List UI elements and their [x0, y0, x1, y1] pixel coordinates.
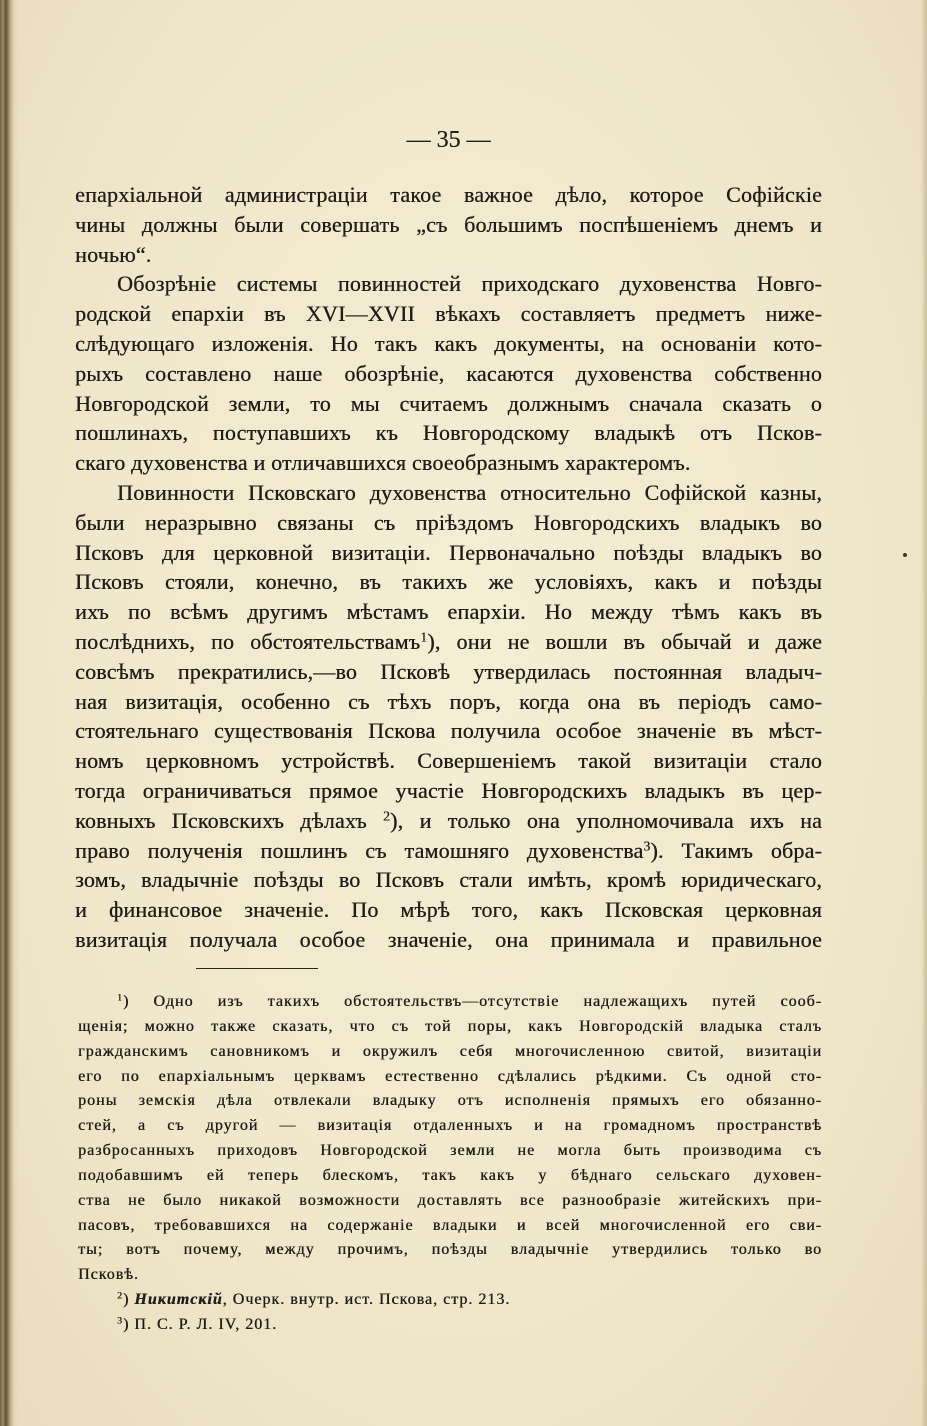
footnote-line: его по епархіальнымъ церквамъ естественно сдѣлались рѣдкими. Съ одной сто- [78, 1067, 822, 1085]
text-segment: право полученія пошлинъ съ тамошняго духовенства [75, 837, 644, 863]
text-segment: ) П. С. Р. Л. IV, 201. [122, 1315, 278, 1333]
footnote-line: ты; вотъ почему, между прочимъ, поѣзды владычніе утвердились только во [78, 1241, 822, 1259]
text-line: епархіальной администраціи такое важное дѣло, которое Софійскіе [75, 182, 822, 207]
text-line: родской епархіи въ XVI—XVII вѣкахъ составляетъ предметъ ниже- [75, 301, 822, 327]
text-line: Обозрѣніе системы повинностей приходскаго духовенства Новго- [117, 271, 822, 297]
footnote-ref: 1 [420, 629, 428, 645]
footnote-line: пасовъ, требовавшихся на содержаніе владыки и всей многочисленной его сви- [78, 1216, 822, 1234]
text-line: Псковъ для церковной визитаціи. Первоначально поѣзды владыкъ во [75, 539, 822, 565]
footnote-line [78, 990, 822, 1015]
footnote [78, 1313, 822, 1338]
text-line: пошлинахъ, поступавшихъ къ Новгородскому владыкѣ отъ Псков- [75, 420, 822, 446]
text-line: визитація получала особое значеніе, она принимала и правильное [75, 926, 822, 952]
page-number: — 35 — [406, 127, 491, 153]
footnote-line: щенія; можно также сказать, что съ той поры, какъ Новгородскій владыка сталъ [78, 1017, 822, 1035]
paragraph [75, 478, 822, 955]
footnote-line [78, 1288, 822, 1313]
cited-author: Никитскій [134, 1291, 223, 1309]
text-line: слѣдующаго изложенія. Но такъ какъ документы, на основаніи кото- [75, 330, 822, 356]
text-segment: ), и только она уполномочивала ихъ на [390, 807, 822, 833]
footnote-marker: 2 [117, 1290, 123, 1302]
footnote-line: стей, а съ другой — визитація отдаленныхъ и на громадномъ пространствѣ [78, 1117, 822, 1135]
text-line: рыхъ составлено наше обозрѣніе, касаются духовенства собственно [75, 360, 822, 386]
main-text [75, 180, 822, 955]
text-line: тогда ограничиваться прямое участіе Новгородскихъ владыкъ въ цер- [75, 777, 822, 803]
footnote [78, 1288, 822, 1313]
footnote-line: гражданскимъ сановникомъ и окружилъ себя многочисленною свитой, визитаціи [78, 1042, 822, 1060]
footnote-ref: 2 [383, 808, 391, 824]
text-line: номъ церковномъ устройствѣ. Совершеніемъ такой визитаціи стало [75, 748, 822, 774]
page-edge-shadow [921, 0, 927, 1426]
footnote [78, 990, 822, 1288]
text-segment: послѣднихъ, по обстоятельствамъ [75, 628, 421, 654]
text-segment: ковныхъ Псковскихъ дѣлахъ [75, 807, 384, 833]
text-line [75, 627, 822, 657]
text-line: Повинности Псковскаго духовенства относительно Софійской казны, [117, 479, 822, 505]
footnotes [78, 990, 822, 1338]
text-line: совсѣмъ прекратились,—во Псковѣ утвердилась постоянная владыч- [75, 658, 822, 684]
footnote-line: разбросанныхъ приходовъ Новгородской земли не могла быть производима съ [78, 1142, 822, 1160]
text-segment: ) [122, 1291, 135, 1309]
text-line: скаго духовенства и отличавшихся своеобразнымъ характеромъ. [75, 450, 691, 476]
text-line: были неразрывно связаны съ пріѣздомъ Новгородскихъ владыкъ во [75, 509, 822, 535]
text-line [75, 836, 822, 866]
footnote-line: ства не было никакой возможности доставлять все разнообразіе житейскихъ при- [78, 1191, 822, 1209]
footnote-line [78, 1313, 822, 1338]
footnote-rule [196, 968, 318, 969]
text-line: ночью“. [75, 241, 152, 267]
text-line: стоятельнаго существованія Пскова получила особое значеніе въ мѣст- [75, 718, 822, 744]
paragraph [75, 269, 822, 478]
text-line: Псковъ стояли, конечно, въ такихъ же условіяхъ, какъ и поѣзды [75, 569, 822, 595]
text-segment: ). Такимъ обра- [650, 837, 822, 863]
text-line [75, 806, 822, 836]
footnote-marker: 1 [117, 992, 123, 1004]
text-line: зомъ, владычніе поѣзды во Псковъ стали имѣть, кромѣ юридическаго, [75, 867, 822, 893]
footnote-line: Псковѣ. [78, 1266, 139, 1284]
text-line: и финансовое значеніе. По мѣрѣ того, какъ Псковская церковная [75, 897, 822, 923]
text-segment: ) Одно изъ такихъ обстоятельствъ—отсутствіе надлежащихъ путей сооб- [122, 993, 822, 1010]
footnote-ref: 3 [643, 838, 651, 854]
text-segment: ), они не вошли въ обычай и даже [427, 628, 822, 654]
footnote-marker: 3 [117, 1315, 123, 1327]
text-line: чины должны были совершать „съ большимъ поспѣшеніемъ днемъ и [75, 211, 822, 237]
scan-speck [903, 553, 907, 557]
footnote-line: роны земскія дѣла отвлекали владыку отъ исполненія прямыхъ его обязанно- [78, 1092, 822, 1110]
footnote-line: подобавшимъ ей теперь блескомъ, такъ какъ у бѣднаго сельскаго духовен- [78, 1166, 822, 1184]
text-segment: , Очерк. внутр. ист. Пскова, стр. 213. [222, 1291, 511, 1309]
text-line: ихъ по всѣмъ другимъ мѣстамъ епархіи. Но между тѣмъ какъ въ [75, 599, 822, 625]
paragraph [75, 180, 822, 269]
text-line: ная визитація, особенно съ тѣхъ поръ, когда она въ періодъ само- [75, 688, 822, 714]
text-line: Новгородской земли, то мы считаемъ должнымъ сначала сказать о [75, 390, 822, 416]
binding-shadow [0, 0, 20, 1426]
